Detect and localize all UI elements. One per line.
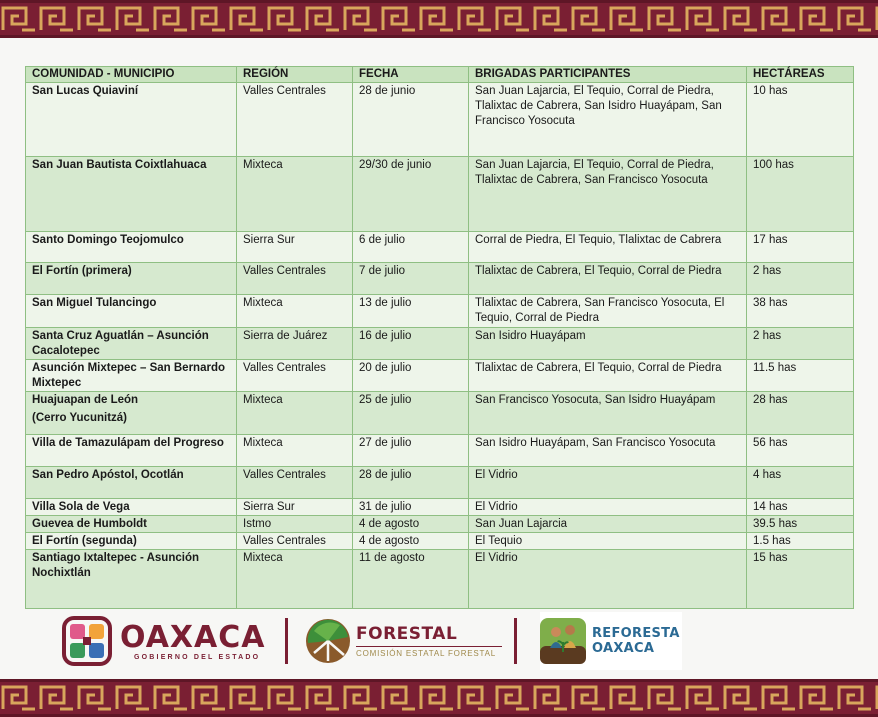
cell-fecha: 4 de agosto — [353, 516, 469, 533]
cell-region: Valles Centrales — [237, 263, 353, 295]
cell-brigadas: San Juan Lajarcia — [469, 516, 747, 533]
cell-hectareas: 39.5 has — [747, 516, 854, 533]
cell-region: Valles Centrales — [237, 467, 353, 499]
cell-comunidad: San Lucas Quiaviní — [26, 83, 237, 157]
table-row — [26, 392, 854, 435]
cell-comunidad: El Fortín (primera) — [26, 263, 237, 295]
cell-comunidad: Villa Sola de Vega — [26, 499, 237, 516]
cell-hectareas: 28 has — [747, 392, 854, 435]
cell-region: Mixteca — [237, 157, 353, 232]
table-row — [26, 232, 854, 263]
table-row — [26, 328, 854, 360]
cell-comunidad: Santo Domingo Teojomulco — [26, 232, 237, 263]
comunidad-name: Huajuapan de León — [32, 394, 139, 406]
cell-region: Mixteca — [237, 392, 353, 435]
cell-comunidad: Villa de Tamazulápam del Progreso — [26, 435, 237, 467]
cell-comunidad — [26, 392, 237, 435]
forestal-subtitle: COMISIÓN ESTATAL FORESTAL — [356, 649, 497, 658]
oaxaca-title: OAXACA — [120, 619, 266, 655]
cell-hectareas: 1.5 has — [747, 533, 854, 550]
table-header-row — [26, 67, 854, 83]
reforesta-line2: OAXACA — [592, 641, 655, 656]
cell-fecha: 7 de julio — [353, 263, 469, 295]
cell-brigadas: El Vidrio — [469, 550, 747, 609]
table-row — [26, 360, 854, 392]
reforestation-table-wrapper — [25, 66, 853, 609]
cell-region: Sierra Sur — [237, 232, 353, 263]
reforesta-logo — [540, 612, 682, 670]
cell-brigadas: San Francisco Yosocuta, San Isidro Huayápam — [469, 392, 747, 435]
oaxaca-wordmark — [120, 619, 266, 661]
logo-divider — [285, 618, 288, 664]
cell-hectareas: 15 has — [747, 550, 854, 609]
reforestation-table — [25, 66, 854, 609]
cell-hectareas: 56 has — [747, 435, 854, 467]
table-row — [26, 516, 854, 533]
cell-fecha: 13 de julio — [353, 295, 469, 328]
header-fecha: FECHA — [353, 67, 469, 83]
cell-hectareas: 10 has — [747, 83, 854, 157]
cell-region: Sierra de Juárez — [237, 328, 353, 360]
forestal-title: FORESTAL — [356, 624, 458, 644]
cell-region: Mixteca — [237, 295, 353, 328]
footer-logos — [0, 612, 878, 672]
forestal-rule — [356, 646, 502, 647]
table-row — [26, 295, 854, 328]
oaxaca-logo — [62, 612, 266, 670]
cell-brigadas: El Tequio — [469, 533, 747, 550]
forestal-leaf-icon — [304, 617, 352, 665]
cell-region: Valles Centrales — [237, 83, 353, 157]
cell-comunidad: Asunción Mixtepec – San Bernardo Mixtepec — [26, 360, 237, 392]
cell-comunidad: Santa Cruz Aguatlán – Asunción Cacalotepec — [26, 328, 237, 360]
cell-brigadas: Corral de Piedra, El Tequio, Tlalixtac de Cabrera — [469, 232, 747, 263]
reforesta-line1: REFORESTA — [592, 626, 680, 641]
oaxaca-subtitle: GOBIERNO DEL ESTADO — [134, 653, 261, 661]
header-region: REGIÓN — [237, 67, 353, 83]
cell-region: Valles Centrales — [237, 533, 353, 550]
cell-brigadas: El Vidrio — [469, 499, 747, 516]
cell-comunidad: San Miguel Tulancingo — [26, 295, 237, 328]
cell-brigadas: Tlalixtac de Cabrera, San Francisco Yosocuta, El Tequio, Corral de Piedra — [469, 295, 747, 328]
table-row — [26, 533, 854, 550]
cell-fecha: 28 de julio — [353, 467, 469, 499]
reforesta-planting-icon — [540, 618, 586, 664]
cell-hectareas: 38 has — [747, 295, 854, 328]
oaxaca-emblem-icon — [62, 616, 112, 666]
cell-fecha: 31 de julio — [353, 499, 469, 516]
cell-brigadas: El Vidrio — [469, 467, 747, 499]
cell-brigadas: Tlalixtac de Cabrera, El Tequio, Corral de Piedra — [469, 360, 747, 392]
logo-divider — [514, 618, 517, 664]
cell-region: Mixteca — [237, 435, 353, 467]
top-greca-border — [0, 0, 878, 38]
cell-fecha: 27 de julio — [353, 435, 469, 467]
bottom-greca-border — [0, 679, 878, 717]
reforesta-wordmark — [592, 626, 680, 656]
cell-hectareas: 17 has — [747, 232, 854, 263]
cell-hectareas: 4 has — [747, 467, 854, 499]
cell-comunidad: Guevea de Humboldt — [26, 516, 237, 533]
cell-fecha: 29/30 de junio — [353, 157, 469, 232]
cell-region: Valles Centrales — [237, 360, 353, 392]
cell-fecha: 16 de julio — [353, 328, 469, 360]
cell-hectareas: 11.5 has — [747, 360, 854, 392]
cell-fecha: 6 de julio — [353, 232, 469, 263]
cell-comunidad: El Fortín (segunda) — [26, 533, 237, 550]
cell-comunidad: San Pedro Apóstol, Ocotlán — [26, 467, 237, 499]
forestal-wordmark — [356, 624, 502, 658]
cell-region: Istmo — [237, 516, 353, 533]
cell-region: Mixteca — [237, 550, 353, 609]
cell-fecha: 20 de julio — [353, 360, 469, 392]
forestal-logo — [304, 612, 502, 670]
cell-fecha: 25 de julio — [353, 392, 469, 435]
cell-brigadas: San Juan Lajarcia, El Tequio, Corral de Piedra, Tlalixtac de Cabrera, San Francisco Yosocuta — [469, 157, 747, 232]
cell-comunidad: Santiago Ixtaltepec - Asunción Nochixtlán — [26, 550, 237, 609]
cell-hectareas: 100 has — [747, 157, 854, 232]
table-row — [26, 467, 854, 499]
cell-fecha: 28 de junio — [353, 83, 469, 157]
table-row — [26, 435, 854, 467]
cell-brigadas: San Isidro Huayápam — [469, 328, 747, 360]
cell-comunidad: San Juan Bautista Coixtlahuaca — [26, 157, 237, 232]
cell-hectareas: 2 has — [747, 328, 854, 360]
cell-hectareas: 14 has — [747, 499, 854, 516]
header-comunidad: COMUNIDAD - MUNICIPIO — [26, 67, 237, 83]
table-row — [26, 263, 854, 295]
cell-brigadas: Tlalixtac de Cabrera, El Tequio, Corral de Piedra — [469, 263, 747, 295]
cell-brigadas: San Isidro Huayápam, San Francisco Yosocuta — [469, 435, 747, 467]
table-row — [26, 499, 854, 516]
header-brigadas: BRIGADAS PARTICIPANTES — [469, 67, 747, 83]
comunidad-subname: (Cerro Yucunitzá) — [32, 412, 127, 424]
cell-fecha: 4 de agosto — [353, 533, 469, 550]
cell-fecha: 11 de agosto — [353, 550, 469, 609]
cell-region: Sierra Sur — [237, 499, 353, 516]
header-hectareas: HECTÁREAS — [747, 67, 854, 83]
cell-brigadas: San Juan Lajarcia, El Tequio, Corral de Piedra, Tlalixtac de Cabrera, San Isidro Huayápam, San Francisco Yosocuta — [469, 83, 747, 157]
table-row — [26, 83, 854, 157]
cell-hectareas: 2 has — [747, 263, 854, 295]
table-row — [26, 550, 854, 609]
table-row — [26, 157, 854, 232]
